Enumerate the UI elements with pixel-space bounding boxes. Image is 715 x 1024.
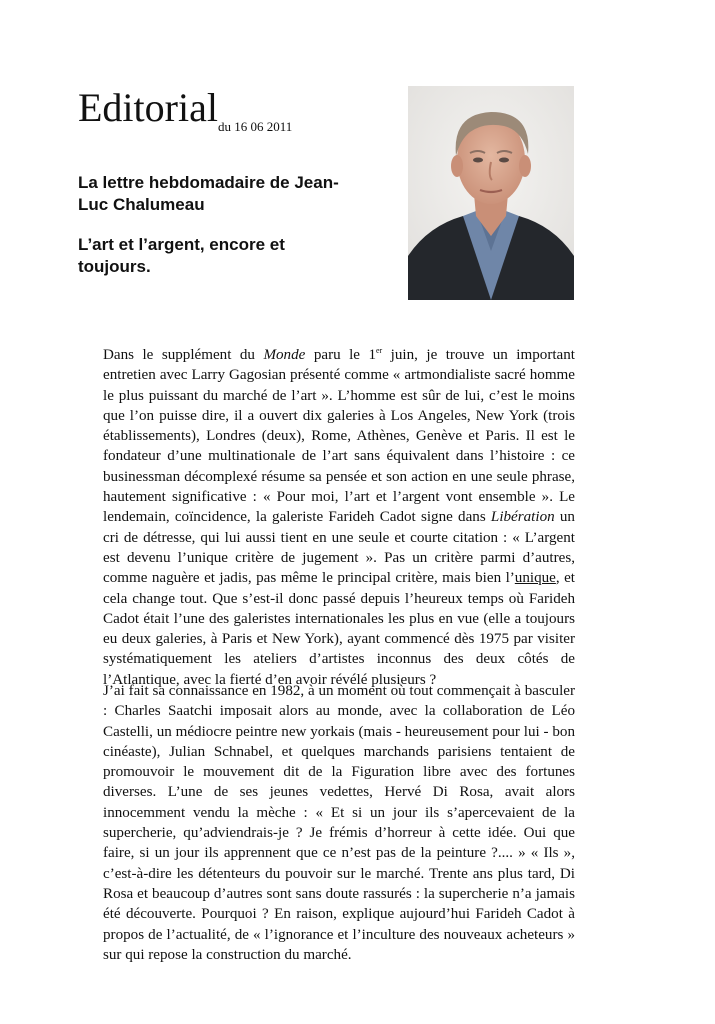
p1-text-3: paru le 1 — [305, 347, 376, 363]
p1-journal-liberation: Libération — [490, 509, 555, 526]
page-title: Editorial — [78, 85, 218, 130]
p1-emphasis-unique: unique — [514, 570, 556, 587]
article-paragraph-1 — [103, 345, 575, 690]
publication-date: du 16 06 2011 — [218, 119, 293, 134]
article-headline: L’art et l’argent, encore et toujours. — [78, 235, 285, 276]
p1-text-1: Dans le supplément du — [103, 347, 264, 363]
p1-ordinal: er — [376, 345, 383, 355]
article-paragraph-2 — [103, 681, 575, 965]
p1-text-5: juin, je trouve un important entretien avec Larry Gagosian présenté comme « artmondialiste sacré homme le plus puissant du marché de l’art ». L’homme est sûr de lui, c’est le moins que l’on puisse dire, il a ouvert dix galeries à Los Angeles, New York (trois établissements), Londres (deux), Rome, Athènes, Genève et Paris. Il est le fondateur d’une multinationale de l’art sans équivalent dans l’histoire : ce businessman décomplexé résume sa pensée et son action en une seule phrase, hautement significative : « Pour moi, l’art et l’argent vont ensemble ». Le lendemain, coïncidence, la galeriste Farideh Cadot signe dans — [103, 347, 575, 526]
portrait-photo — [408, 86, 574, 300]
p1-text-7: un cri de détresse, qui lui aussi tient en une seule et courte citation : « L’argent est devenu l’unique critère de jugement ». Pas un critère parmi d’autres, comme naguère et jadis, pas même le principal critère, mais bien l’ — [103, 509, 575, 587]
p1-journal-monde: Monde — [263, 347, 306, 363]
p2-text: J’ai fait sa connaissance en 1982, à un moment où tout commençait à basculer : Charles Saatchi imposait alors au monde, avec la collaboration de Léo Castelli, un médiocre peintre new yorkais (mais - heureusement pour lui - bon cinéaste), Julian Schnabel, et quelques marchands parisiens tentaient de promouvoir le mouvement dit de la Figuration libre avec des fortunes diverses. L’une de ses jeunes vedettes, Hervé Di Rosa, avait alors innocemment vendu la mèche : « Et si un jour ils s’apercevaient de la supercherie, qu’adviendrais-je ? Je frémis d’horreur à cette idée. Oui que faire, si un jour ils apprennent que ce n’est pas de la peinture ?.... » « Ils », c’est-à-dire les détenteurs du pouvoir sur le marché. Trente ans plus tard, Di Rosa et beaucoup d’autres sont sans doute rassurés : la supercherie n’a jamais été découverte. Pourquoi ? En raison, explique aujourd’hui Farideh Cadot à propos de l’actualité, de « l’ignorance et l’inculture des nouveaux acheteurs » sur qui repose la construction du marché. — [103, 683, 575, 963]
newsletter-subtitle: La lettre hebdomadaire de Jean-Luc Chalumeau — [78, 173, 339, 214]
portrait-icon — [408, 86, 574, 300]
p1-text-9: , et cela change tout. Que s’est-il donc passé depuis l’heureux temps où Farideh Cadot était l’une des galeristes internationales les plus en vue (elle a toujours eu deux galeries, à Paris et New York), ayant commencé dès 1975 par visiter systématiquement les ateliers d’artistes inconnus des deux côtés de l’Atlantique, avec la fierté d’en avoir révélé plusieurs ? — [103, 570, 575, 688]
